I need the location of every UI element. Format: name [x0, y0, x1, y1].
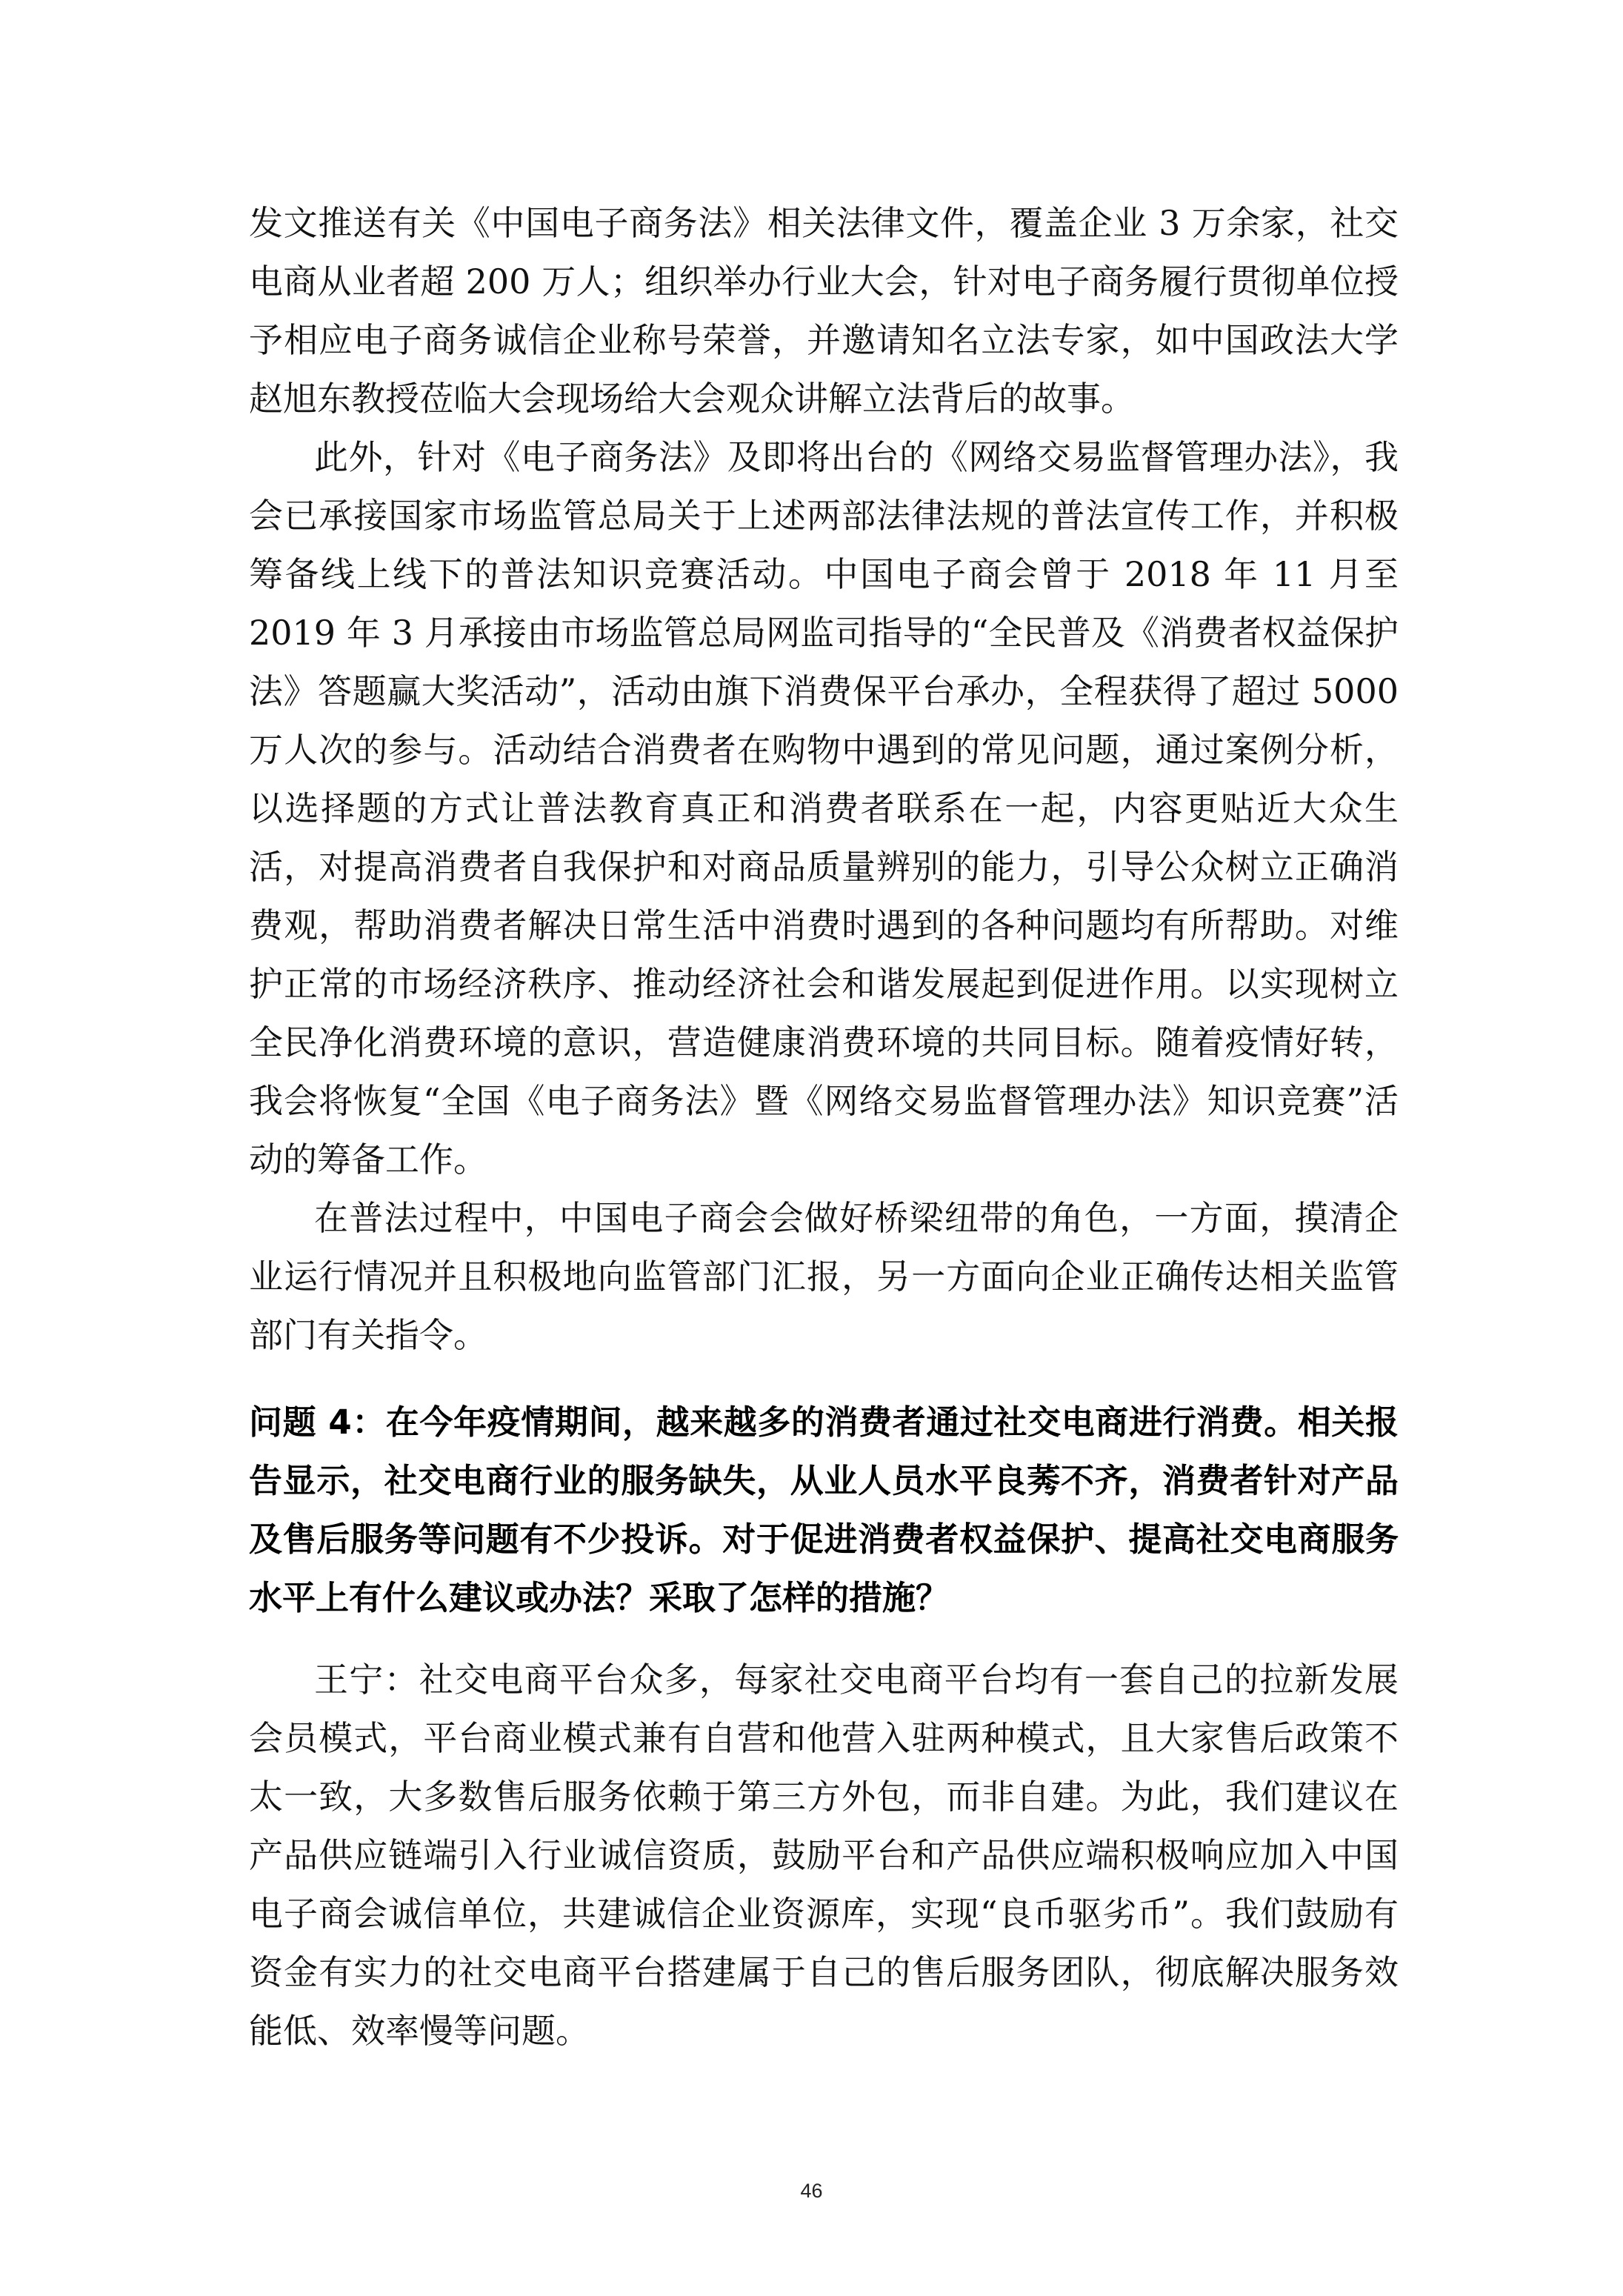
answer-paragraph: 王宁：社交电商平台众多，每家社交电商平台均有一套自己的拉新发展会员模式，平台商业模式兼有自营和他营入驻两种模式，且大家售后政策不太一致，大多数售后服务依赖于第三方外包，而非自建。为此，我们建议在产品供应链端引入行业诚信资质，鼓励平台和产品供应端积极响应加入中国电子商会诚信单位，共建诚信企业资源库，实现“良币驱劣币”。我们鼓励有资金有实力的社交电商平台搭建属于自己的售后服务团队，彻底解决服务效能低、效率慢等问题。 — [249, 1660, 1399, 2051]
page-body — [249, 194, 1399, 2060]
page-number: 46 — [800, 2180, 823, 2202]
body-paragraph-2: 此外，针对《电子商务法》及即将出台的《网络交易监督管理办法》，我会已承接国家市场监管总局关于上述两部法律法规的普法宣传工作，并积极筹备线上线下的普法知识竞赛活动。中国电子商会曾于 2018 年 11 月至 2019 年 3 月承接由市场监管总局网监司指导的“全民普及《消费者权益保护法》答题赢大奖活动”，活动由旗下消费保平台承办，全程获得了超过 5000 万人次的参与。活动结合消费者在购物中遇到的常见问题，通过案例分析，以选择题的方式让普法教育真正和消费者联系在一起，内容更贴近大众生活，对提高消费者自我保护和对商品质量辨别的能力，引导公众树立正确消费观，帮助消费者解决日常生活中消费时遇到的各种问题均有所帮助。对维护正常的市场经济秩序、推动经济社会和谐发展起到促进作用。以实现树立全民净化消费环境的意识，营造健康消费环境的共同目标。随着疫情好转，我会将恢复“全国《电子商务法》暨《网络交易监督管理办法》知识竞赛”活动的筹备工作。 — [249, 437, 1399, 1179]
body-paragraph-3: 在普法过程中，中国电子商会会做好桥梁纽带的角色，一方面，摸清企业运行情况并且积极地向监管部门汇报，另一方面向企业正确传达相关监管部门有关指令。 — [249, 1198, 1399, 1355]
question-heading: 问题 4：在今年疫情期间，越来越多的消费者通过社交电商进行消费。相关报告显示，社交电商行业的服务缺失，从业人员水平良莠不齐，消费者针对产品及售后服务等问题有不少投诉。对于促进消费者权益保护、提高社交电商服务水平上有什么建议或办法？采取了怎样的措施？ — [249, 1402, 1399, 1617]
body-paragraph-1: 发文推送有关《中国电子商务法》相关法律文件，覆盖企业 3 万余家，社交电商从业者超 200 万人；组织举办行业大会，针对电子商务履行贯彻单位授予相应电子商务诚信企业称号荣誉，并邀请知名立法专家，如中国政法大学赵旭东教授莅临大会现场给大会观众讲解立法背后的故事。 — [249, 203, 1399, 419]
